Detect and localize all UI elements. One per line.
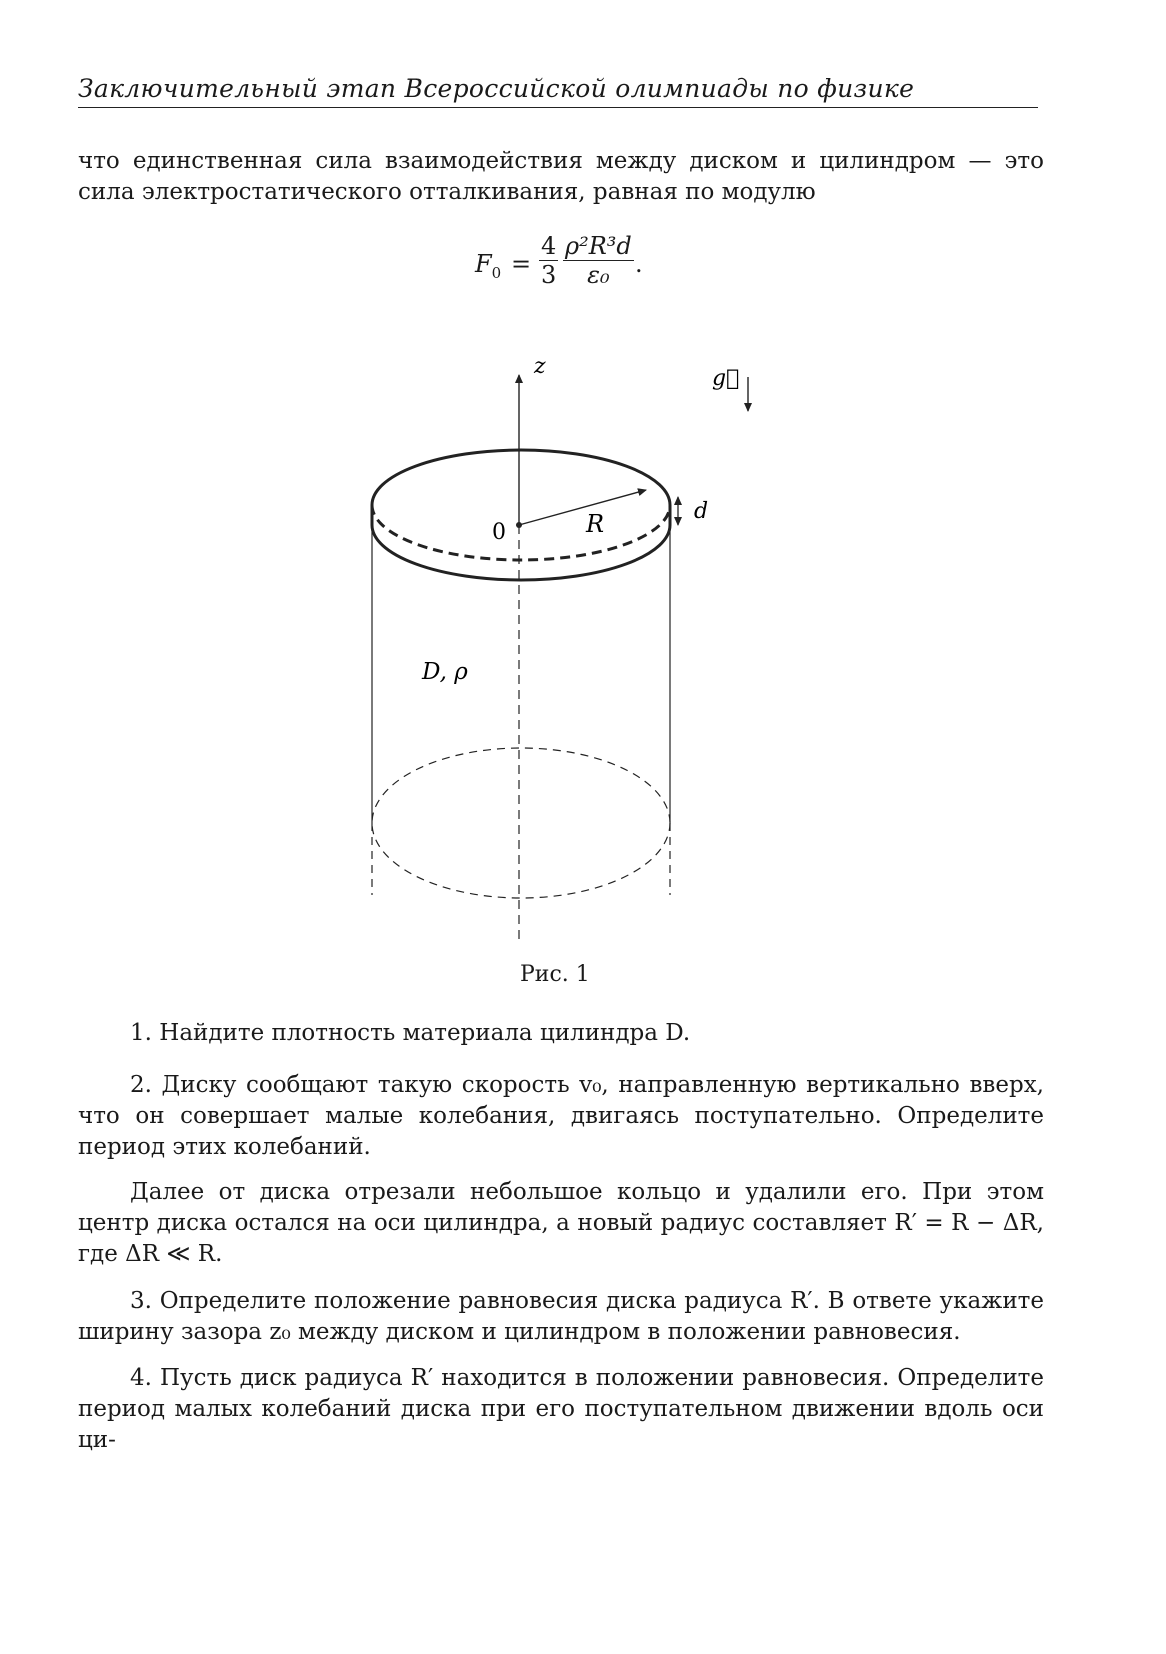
disk-bottom-edge xyxy=(372,525,670,580)
radius-label: R xyxy=(586,510,605,538)
question-2: 2. Диску сообщают такую скорость v₀, направленную вертикально вверх, что он совершает малые колебания, двигаясь поступательно. Определите период этих колебаний. xyxy=(78,1072,1044,1160)
running-header: Заключительный этап Всероссийской олимпиады по физике xyxy=(78,74,1038,108)
formula-equals: = xyxy=(511,250,532,278)
disk-top-front-hidden-edge xyxy=(372,505,670,560)
figure-cylinder-disk xyxy=(360,345,780,945)
formula-coefficient: 4 3 xyxy=(541,232,557,289)
cylinder-section-ellipse xyxy=(372,748,670,898)
cylinder-density-label: D, ρ xyxy=(422,659,468,685)
thickness-label: d xyxy=(694,499,709,524)
z-axis-label: z xyxy=(534,354,546,379)
figure-caption: Рис. 1 xyxy=(520,962,590,987)
question-1: 1. Найдите плотность материала цилиндра D. xyxy=(130,1020,691,1046)
formula-fraction: ρ²R³d ε₀ xyxy=(565,232,632,289)
formula-period: . xyxy=(635,250,643,278)
intro-paragraph: что единственная сила взаимодействия между диском и цилиндром — это сила электростатического отталкивания, равная по модулю xyxy=(78,148,1044,205)
question-4: 4. Пусть диск радиуса R′ находится в положении равновесия. Определите период малых колебаний диска при его поступательном движении вдоль оси ци- xyxy=(78,1365,1044,1453)
origin-label: 0 xyxy=(492,520,506,545)
formula-lhs: $F_0$ xyxy=(475,250,502,282)
question-3: 3. Определите положение равновесия диска радиуса R′. В ответе укажите ширину зазора z₀ между диском и цилиндром в положении равновесия. xyxy=(78,1288,1044,1345)
radius-arrow xyxy=(519,490,646,525)
disk-top-back-edge xyxy=(372,450,670,505)
paragraph-disk-cut: Далее от диска отрезали небольшое кольцо и удалили его. При этом центр диска остался на оси цилиндра, а новый радиус составляет R′ = R − ΔR, где ΔR ≪ R. xyxy=(78,1179,1044,1267)
force-formula xyxy=(475,232,675,302)
gravity-label: g⃗ xyxy=(712,366,740,391)
